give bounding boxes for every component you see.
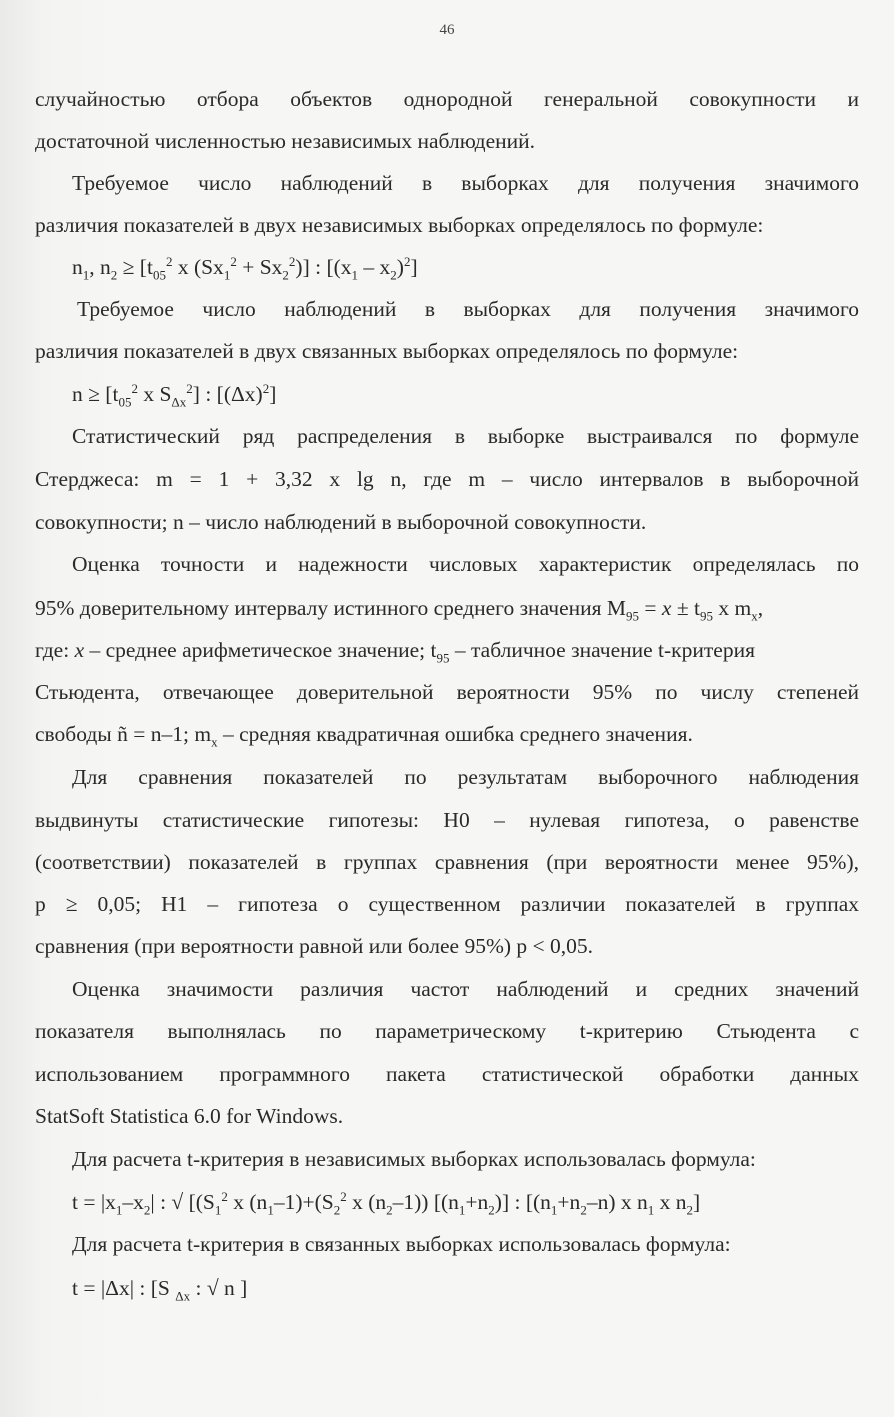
text-line: совокупности; n – число наблюдений в выборочной совокупности. bbox=[35, 510, 647, 534]
formula-t-test-independent: $t = |x_1-x_2|$ : √ [($S_1^2$ x $(n_1-1)+(S_2^2$ x $(n_2-1)$) $[(n_1+n_2)]$ : [$(n_1+n_2-n)$ x $n_1$ x $n_2$] bbox=[72, 1188, 701, 1218]
text-line: Стьюдента, отвечающее доверительной вероятности 95% по числу степеней bbox=[35, 680, 859, 704]
text-line: различия показателей в двух связанных выборках определялось по формуле: bbox=[35, 339, 739, 363]
text-line: Для расчета t-критерия в связанных выборках использовалась формула: bbox=[72, 1232, 731, 1256]
text-line: сравнения (при вероятности равной или более 95%) р < 0,05. bbox=[35, 934, 594, 958]
text-line: показателя выполнялась по параметрическому t-критерию Стьюдента с bbox=[35, 1019, 859, 1043]
text-line: выдвинуты статистические гипотезы: Н0 – нулевая гипотеза, о равенстве bbox=[35, 808, 859, 832]
text-line: Статистический ряд распределения в выборке выстраивался по формуле bbox=[72, 424, 859, 448]
text-line: Требуемое число наблюдений в выборках для получения значимого bbox=[77, 297, 859, 321]
text-line: Стерджеса: m = 1 + 3,32 x lg n, где m – число интервалов в выборочной bbox=[35, 467, 859, 491]
text-line: Оценка точности и надежности числовых характеристик определялась по bbox=[72, 552, 859, 576]
text-line: (соответствии) показателей в группах сравнения (при вероятности менее 95%), bbox=[35, 850, 859, 874]
text-line: 95% доверительному интервалу истинного среднего значения $М_{95} = x \pm t_{95}$ x $m_x$, bbox=[35, 596, 764, 624]
text-line: достаточной численностью независимых наблюдений. bbox=[35, 129, 536, 153]
text-line: р ≥ 0,05; Н1 – гипотеза о существенном различии показателей в группах bbox=[35, 892, 859, 916]
text-line: Для расчета t-критерия в независимых выборках использовалась формула: bbox=[72, 1147, 756, 1171]
text-line: где: x – среднее арифметическое значение; $t_{95}$ – табличное значение t-критерия bbox=[35, 638, 755, 666]
text-line: различия показателей в двух независимых выборках определялось по формуле: bbox=[35, 213, 764, 237]
text-line: использованием программного пакета статистической обработки данных bbox=[35, 1062, 859, 1086]
formula-independent-sample-size: $n_1$, $n_2 \ge [t_{05}^2$ x $(Sx_1^2 + Sx_2^2)$] : $[(x_1 - x_2)^2]$ bbox=[72, 253, 418, 283]
text-line: Оценка значимости различия частот наблюдений и средних значений bbox=[72, 977, 859, 1001]
text-line: Требуемое число наблюдений в выборках для получения значимого bbox=[72, 171, 859, 195]
text-line: свободы ñ = n–1; $m_x$ – средняя квадратичная ошибка среднего значения. bbox=[35, 722, 693, 750]
text-line: Для сравнения показателей по результатам выборочного наблюдения bbox=[72, 765, 859, 789]
formula-t-test-paired: t = |Δx| : [S $_{\Delta x}$ : √ n ] bbox=[72, 1276, 248, 1304]
text-line: случайностью отбора объектов однородной генеральной совокупности и bbox=[35, 87, 859, 111]
page-number: 46 bbox=[439, 22, 455, 38]
formula-paired-sample-size: $n \ge [t_{05}^2$ x $S_{\Delta x}^2$] : $[(\Delta x)^2]$ bbox=[72, 380, 277, 410]
text-line: StatSoft Statistica 6.0 for Windows. bbox=[35, 1104, 344, 1128]
